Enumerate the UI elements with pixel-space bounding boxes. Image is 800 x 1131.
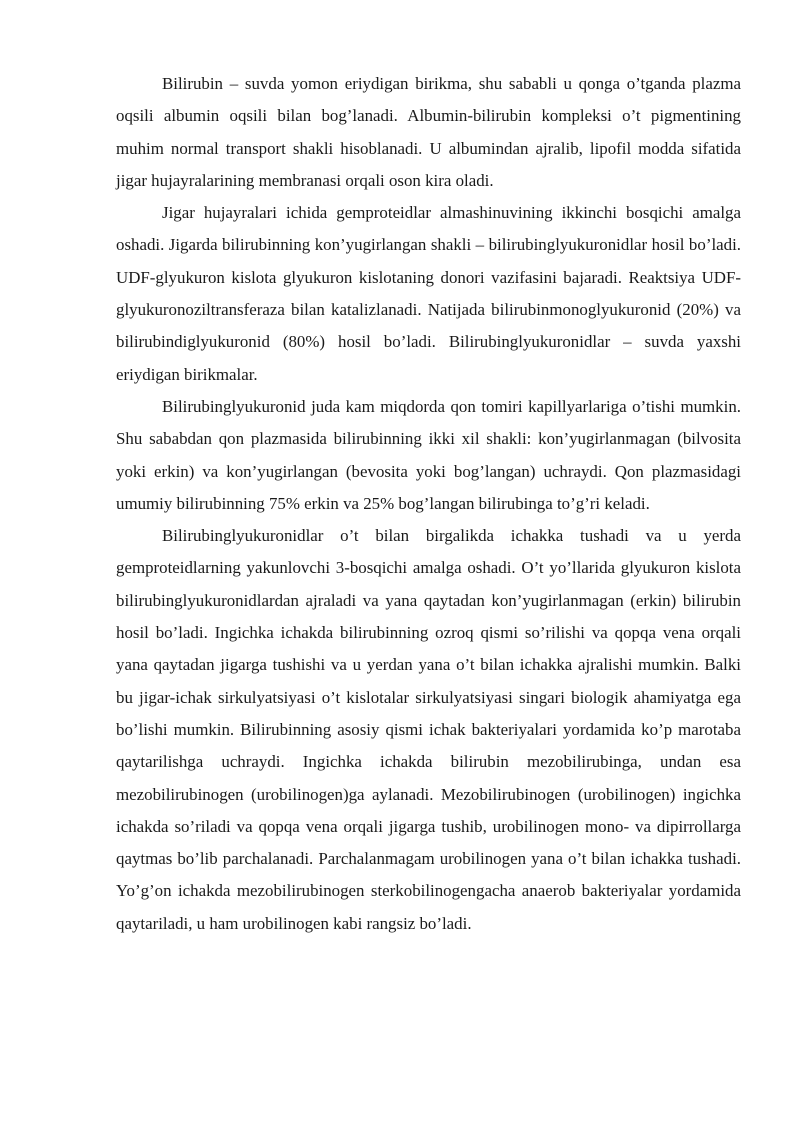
paragraph-liver-conjugation: Jigar hujayralari ichida gemproteidlar almashinuvining ikkinchi bosqichi amalga oshadi. Jigarda bilirubinning kon’yugirlangan shakli – bilirubinglyukuronidlar hosil bo’ladi. UDF-glyukuron kislota glyukuron kislotaning donori vazifasini bajaradi. Reaktsiya UDF-glyukuronoziltransferaza bilan katalizlanadi. Natijada bilirubinmonoglyukuronid (20%) va bilirubindiglyukuronid (80%) hosil bo’ladi. Bilirubinglyukuronidlar – suvda yaxshi eriydigan birikmalar. [116, 203, 741, 384]
paragraph-bilirubin-transport: Bilirubin – suvda yomon eriydigan birikma, shu sababli u qonga o’tganda plazma oqsili albumin oqsili bilan bog’lanadi. Albumin-bilirubin kompleksi o’t pigmentining muhim normal transport shakli hisoblanadi. U albumindan ajralib, lipofil modda sifatida jigar hujayralarining membranasi orqali oson kira oladi. [116, 74, 741, 190]
paragraph-plasma-forms: Bilirubinglyukuronid juda kam miqdorda qon tomiri kapillyarlariga o’tishi mumkin. Shu sababdan qon plazmasida bilirubinning ikki xil shakli: kon’yugirlanmagan (bilvosita yoki erkin) va kon’yugirlangan (bevosita yoki bog’langan) uchraydi. Qon plazmasidagi umumiy bilirubinning 75% erkin va 25% bog’langan bilirubinga to’g’ri keladi. [116, 396, 741, 513]
document-page [116, 68, 741, 940]
paragraph-intestinal-stage: Bilirubinglyukuronidlar o’t bilan birgalikda ichakka tushadi va u yerda gemproteidlarning yakunlovchi 3-bosqichi amalga oshadi. O’t yo’llarida glyukuron kislota bilirubinglyukuronidlardan ajraladi va yana qaytadan kon’yugirlanmagan (erkin) bilirubin hosil bo’ladi. Ingichka ichakda bilirubinning ozroq qismi so’rilishi va qopqa vena orqali yana qaytadan jigarga tushishi va u yerdan yana o’t bilan ichakka ajralishi mumkin. Balki bu jigar-ichak sirkulyatsiyasi o’t kislotalar sirkulyatsiyasi singari biologik ahamiyatga ega bo’lishi mumkin. Bilirubinning asosiy qismi ichak bakteriyalari yordamida ko’p marotaba qaytarilishga uchraydi. Ingichka ichakda bilirubin mezobilirubinga, undan esa mezobilirubinogen (urobilinogen)ga aylanadi. Mezobilirubinogen (urobilinogen) ingichka ichakda so’riladi va qopqa vena orqali jigarga tushib, urobilinogen mono- va dipirrollarga qaytmas bo’lib parchalanadi. Parchalanmagam urobilinogen yana o’t bilan ichakka tushadi. Yo’g’on ichakda mezobilirubinogen sterkobilinogengacha anaerob bakteriyalar yordamida qaytariladi, u ham urobilinogen kabi rangsiz bo’ladi. [116, 526, 741, 933]
